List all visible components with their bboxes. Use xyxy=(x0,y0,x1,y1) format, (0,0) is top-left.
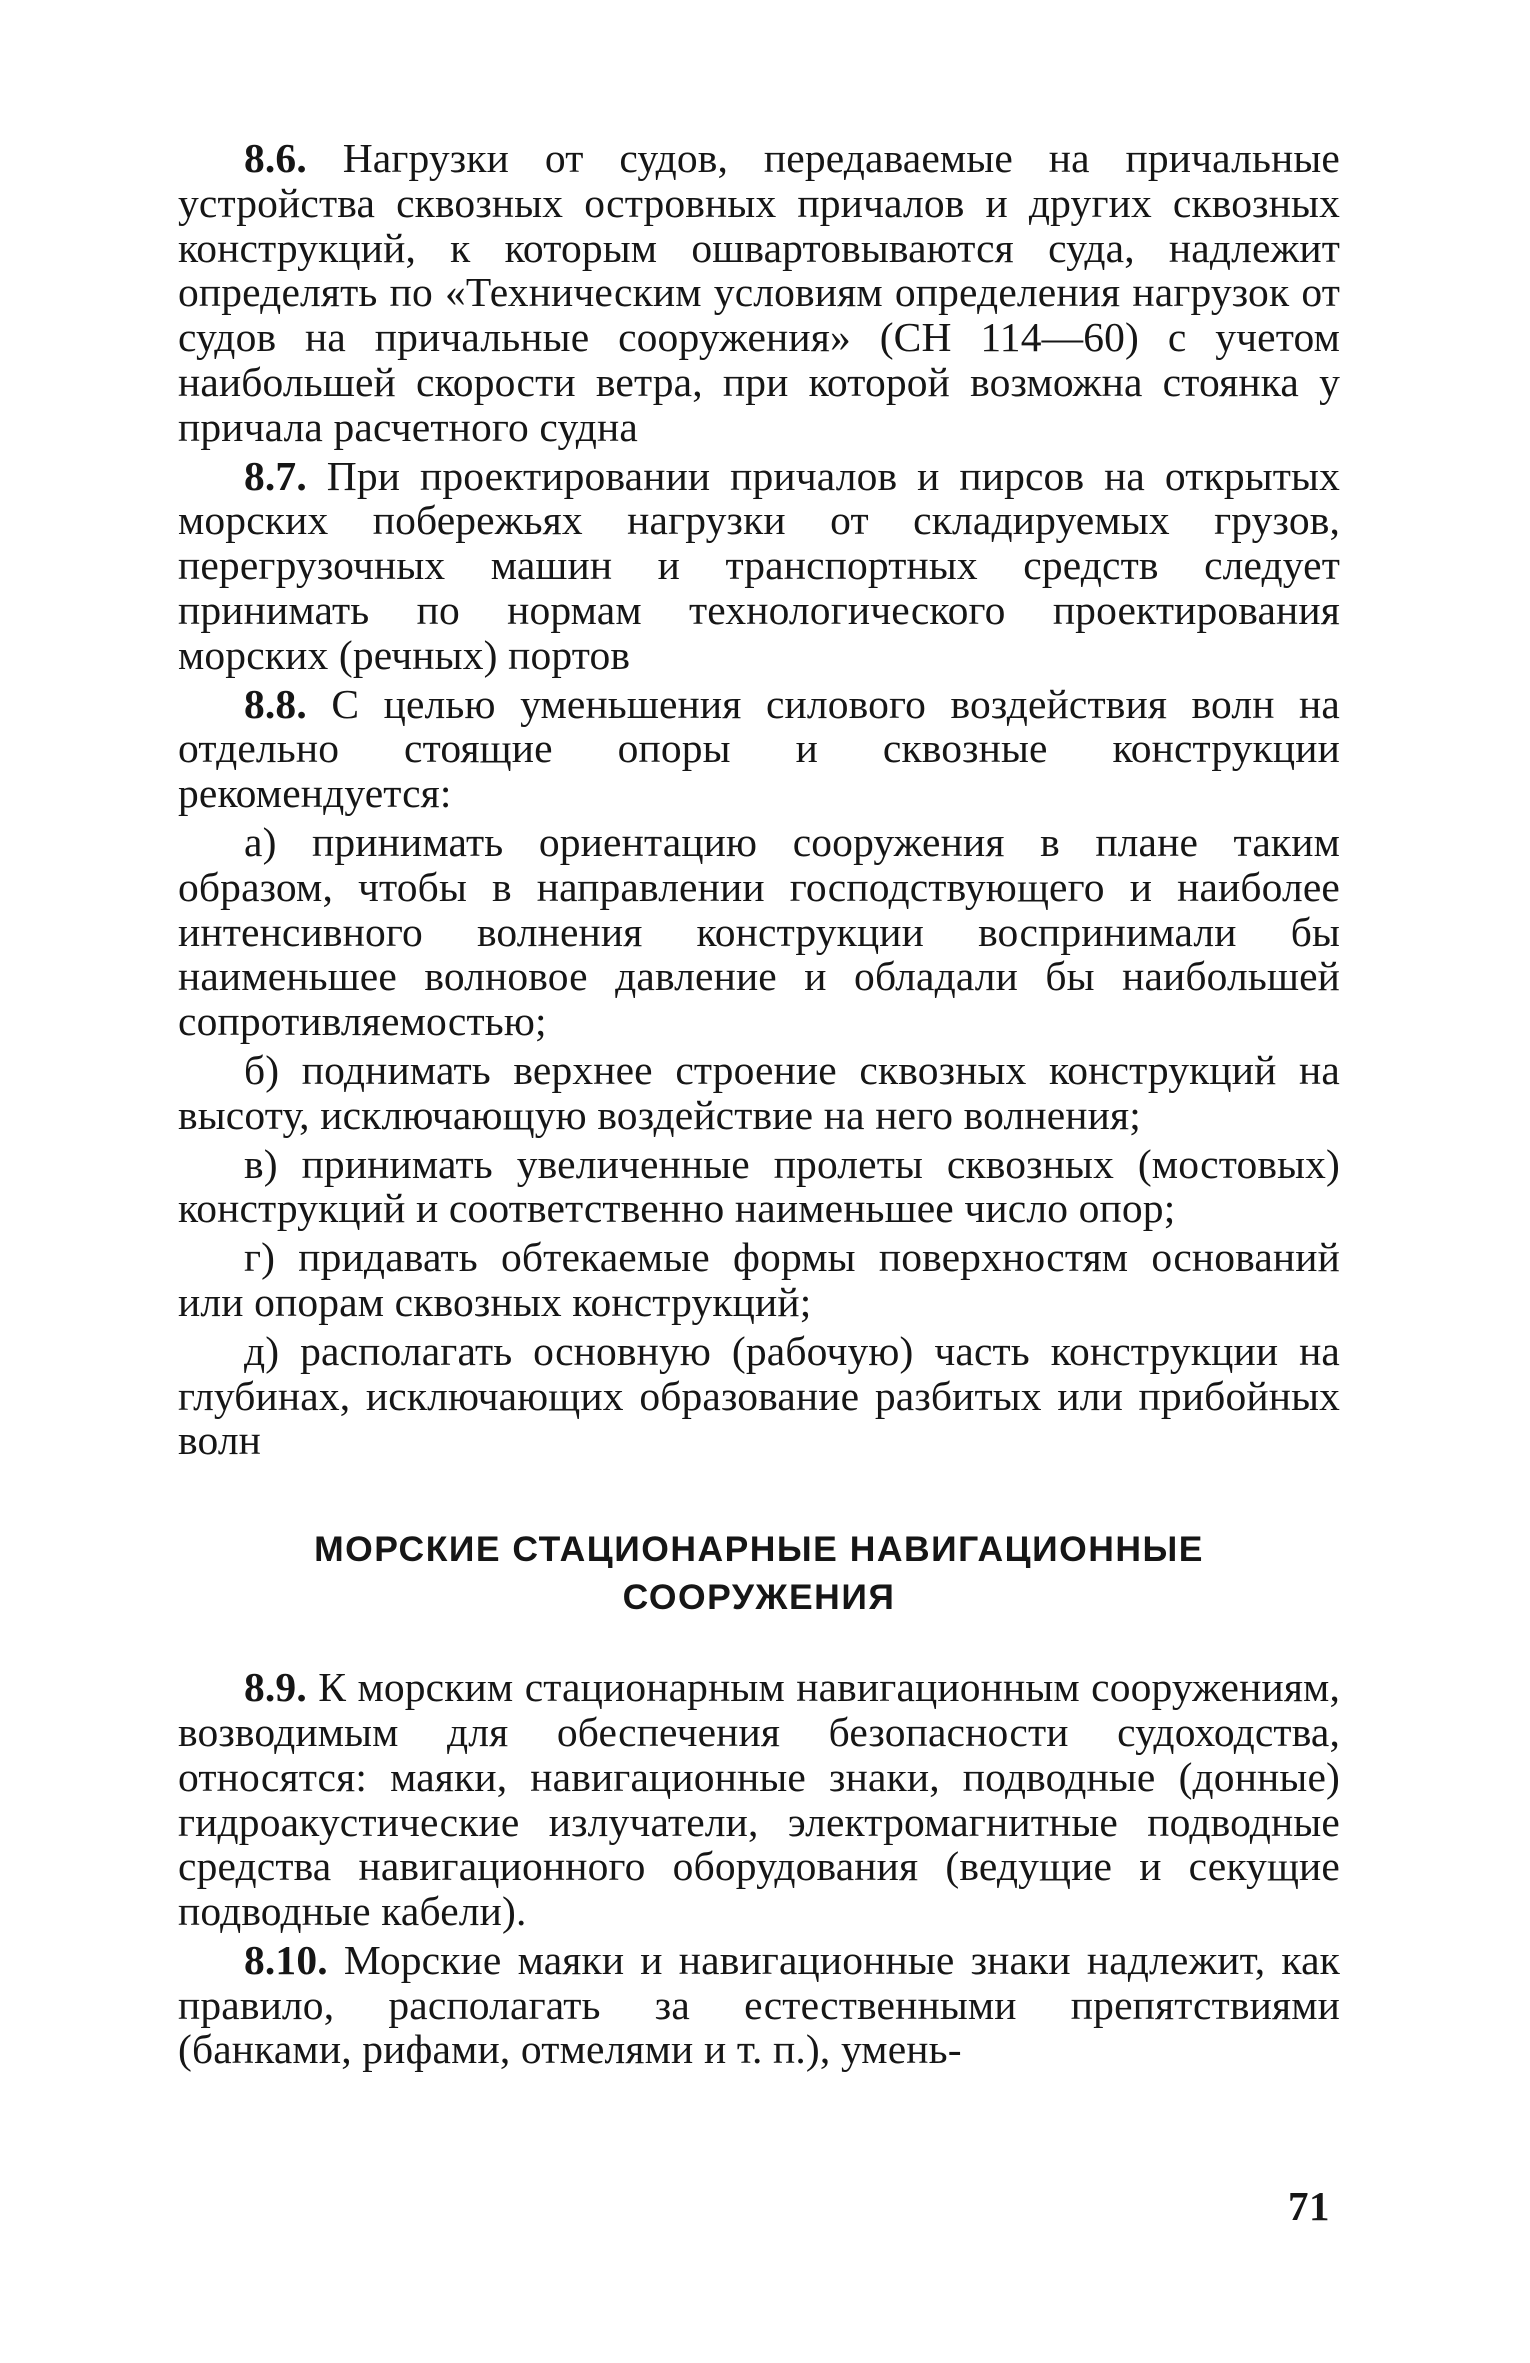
section-heading-line-2: СООРУЖЕНИЯ xyxy=(622,1577,896,1618)
paragraph-text: К морским стационарным навигационным сооружениям, возводимым для обеспечения безопасности судоходства, относятся: маяки, навигационные знаки, подводные (донные) гидроакустические излучатели, электромагнитные подводные средства навигационного оборудования (ведущие и секущие подводные кабели). xyxy=(178,1664,1340,1935)
paragraph-8-6 xyxy=(178,136,1340,450)
paragraph-8-9 xyxy=(178,1665,1340,1934)
paragraph-text: Морские маяки и навигационные знаки надлежит, как правило, располагать за естественными препятствиями (банками, рифами, отмелями и т. п.), умень- xyxy=(178,1936,1340,2073)
paragraph-number: 8.6. xyxy=(244,135,307,181)
spacer xyxy=(178,1621,1340,1665)
paragraph-number: 8.10. xyxy=(244,1936,328,1983)
list-item-b: б) поднимать верхнее строение сквозных конструкций на высоту, исключающую воздействие на него волнения; xyxy=(178,1046,1340,1138)
paragraph-8-7 xyxy=(178,454,1340,678)
paragraph-8-8 xyxy=(178,682,1340,816)
paragraph-text: С целью уменьшения силового воздействия волн на отдельно стоящие опоры и сквозные конструкции рекомендуется: xyxy=(178,680,1340,817)
list-item-a: а) принимать ориентацию сооружения в плане таким образом, чтобы в направлении господствующего и наиболее интенсивного волнения конструкции воспринимали бы наименьшее волновое давление и обладали бы наибольшей сопротивляемостью; xyxy=(178,818,1340,1045)
section-heading xyxy=(178,1525,1340,1621)
section-heading-line-1: МОРСКИЕ СТАЦИОНАРНЫЕ НАВИГАЦИОННЫЕ xyxy=(314,1529,1204,1570)
list-item-g: г) придавать обтекаемые формы поверхностям оснований или опорам сквозных конструкций; xyxy=(178,1234,1340,1325)
paragraph-text: Нагрузки от судов, передаваемые на причальные устройства сквозных островных причалов и других сквозных конструкций, к которым ошвартовываются суда, надлежит определять по «Техническим условиям определения нагрузок от судов на причальные сооружения» (СН 114—60) с учетом наибольшей скорости ветра, при которой возможна стоянка у причала расчетного судна xyxy=(178,135,1340,450)
paragraph-8-10 xyxy=(178,1938,1340,2072)
paragraph-text: При проектировании причалов и пирсов на открытых морских побережьях нагрузки от складируемых грузов, перегрузочных машин и транспортных средств следует принимать по нормам технологического проектирования морских (речных) портов xyxy=(178,452,1340,678)
list-item-d: д) располагать основную (рабочую) часть конструкции на глубинах, исключающих образование разбитых или прибойных волн xyxy=(178,1327,1340,1464)
document-page xyxy=(178,136,1340,2072)
list-item-v: в) принимать увеличенные пролеты сквозных (мостовых) конструкций и соответственно наименьшее число опор; xyxy=(178,1140,1340,1232)
paragraph-number: 8.8. xyxy=(244,680,307,727)
page-number: 71 xyxy=(1288,2183,1330,2229)
paragraph-number: 8.9. xyxy=(244,1664,307,1711)
paragraph-number: 8.7. xyxy=(244,452,307,499)
